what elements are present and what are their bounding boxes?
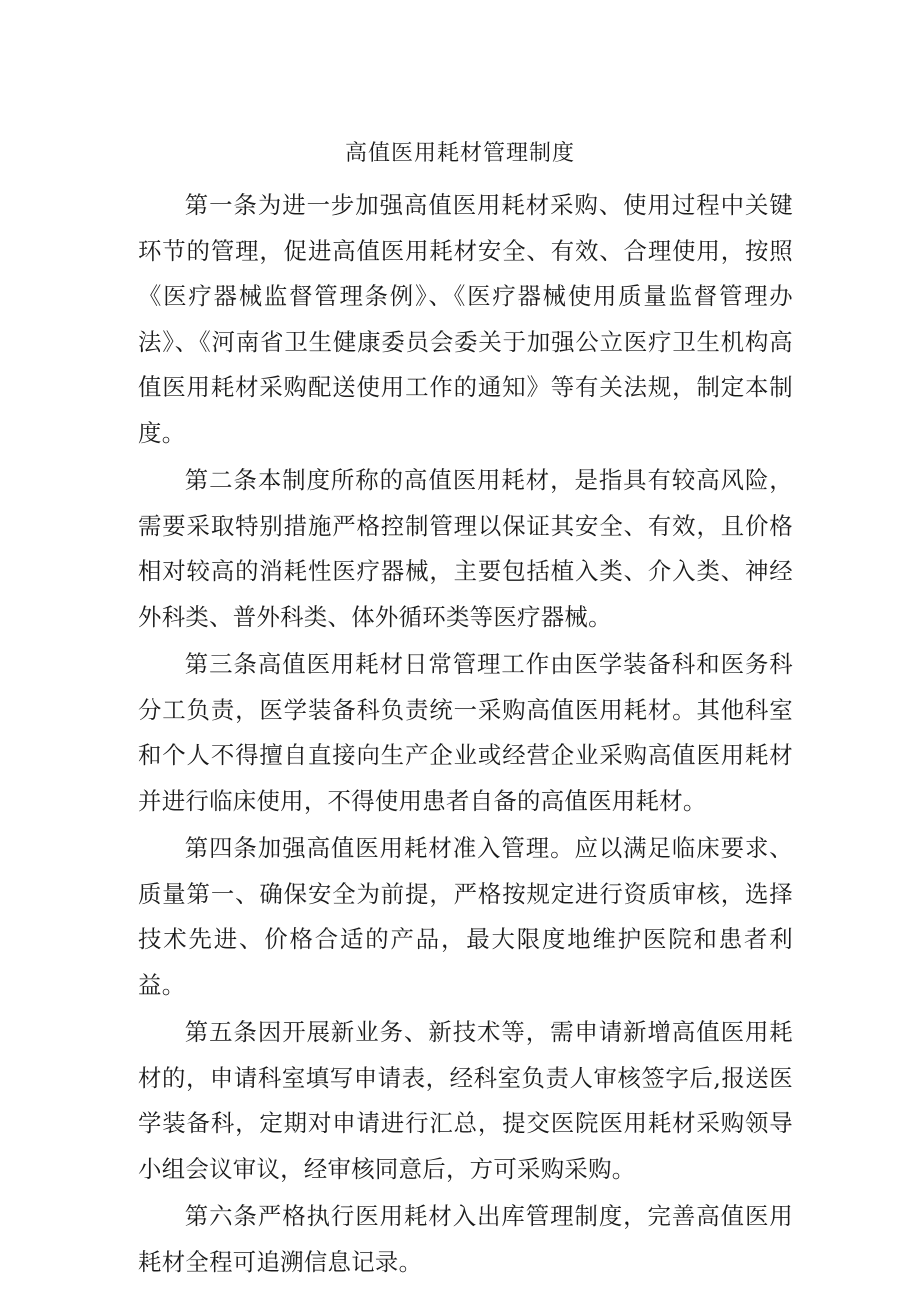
document-body xyxy=(138,183,793,1287)
article-2-paragraph: 第二条本制度所称的高值医用耗材，是指具有较高风险，需要采取特别措施严格控制管理以保证其安全、有效，且价格相对较高的消耗性医疗器械，主要包括植入类、介入类、神经外科类、普外科类、体外循环类等医疗器械。 xyxy=(138,466,793,631)
document-title: 高值医用耗材管理制度 xyxy=(344,141,575,166)
article-1-paragraph: 第一条为进一步加强高值医用耗材采购、使用过程中关键环节的管理，促进高值医用耗材安全、有效、合理使用，按照《医疗器械监督管理条例》、《医疗器械使用质量监督管理办法》、《河南省卫生健康委员会委关于加强公立医疗卫生机构高值医用耗材采购配送使用工作的通知》等有关法规，制定本制度。 xyxy=(138,191,793,447)
article-4-paragraph: 第四条加强高值医用耗材准入管理。应以满足临床要求、质量第一、确保安全为前提，严格按规定进行资质审核，选择技术先进、价格合适的产品，最大限度地维护医院和患者利益。 xyxy=(138,834,793,999)
article-6-paragraph: 第六条严格执行医用耗材入出库管理制度，完善高值医用耗材全程可追溯信息记录。 xyxy=(138,1202,793,1276)
article-3-paragraph: 第三条高值医用耗材日常管理工作由医学装备科和医务科分工负责，医学装备科负责统一采购高值医用耗材。其他科室和个人不得擅自直接向生产企业或经营企业采购高值医用耗材并进行临床使用，不得使用患者自备的高值医用耗材。 xyxy=(138,650,793,815)
article-5-paragraph: 第五条因开展新业务、新技术等，需申请新增高值医用耗材的，申请科室填写申请表，经科室负责人审核签字后,报送医学装备科，定期对申请进行汇总，提交医院医用耗材采购领导小组会议审议，经审核同意后，方可采购采购。 xyxy=(138,1018,793,1183)
